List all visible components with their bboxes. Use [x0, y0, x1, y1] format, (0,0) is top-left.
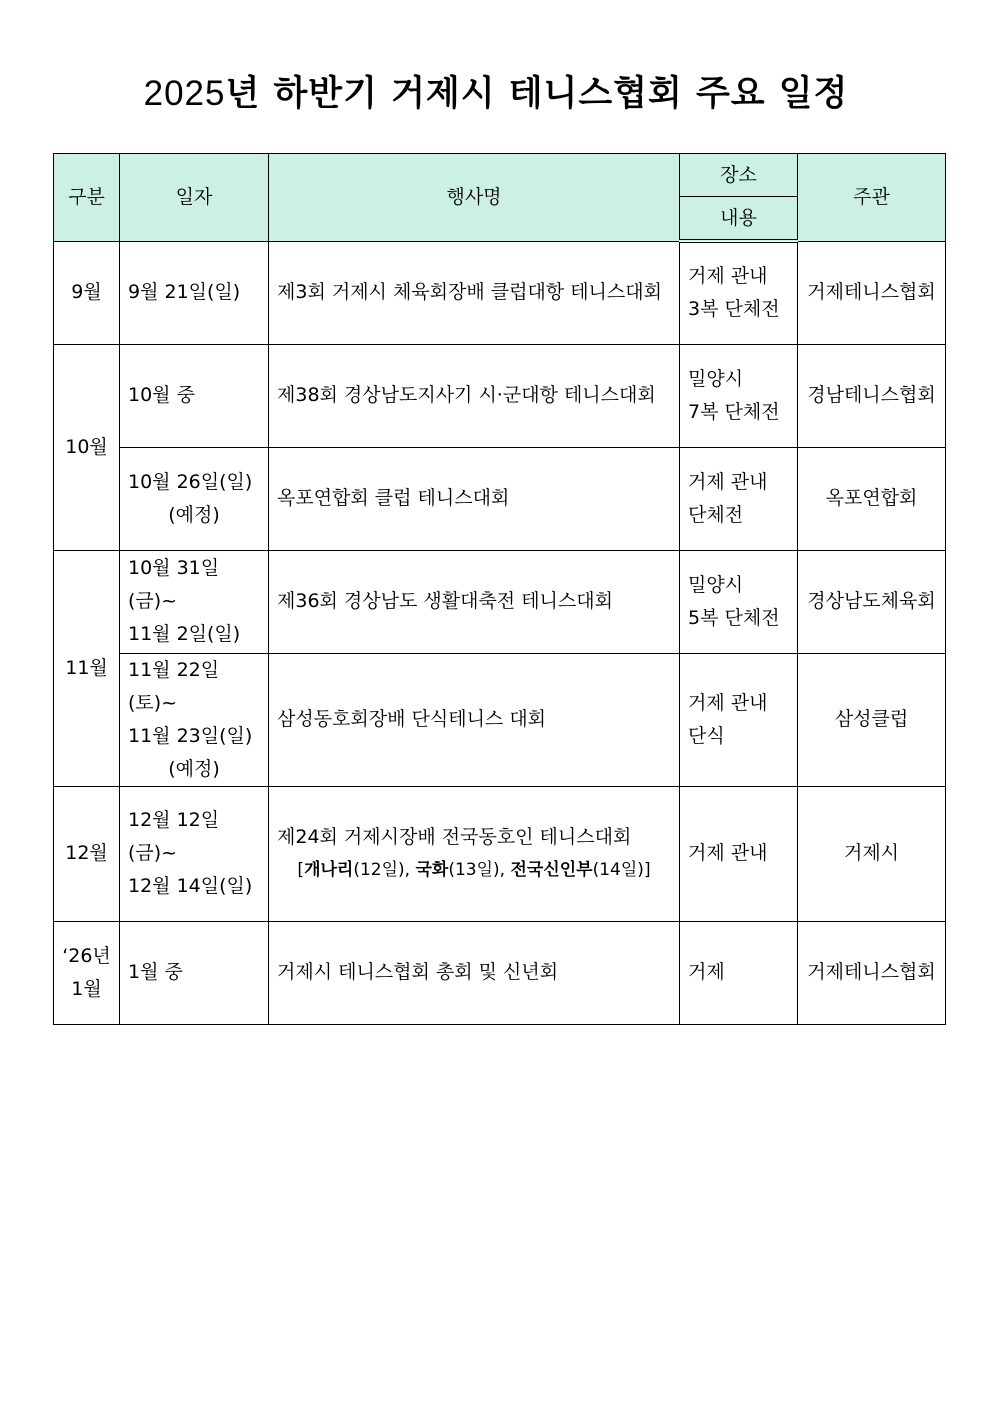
- place-line: 밀양시: [688, 573, 744, 596]
- date-line: 10월 31일(금)~: [128, 557, 220, 612]
- date-line: 9월 21일(일): [128, 281, 241, 303]
- table-row: [54, 550, 946, 653]
- place-cell: [680, 344, 798, 447]
- bracket-close: ]: [643, 859, 651, 880]
- month-cell: [54, 921, 120, 1024]
- division-day: (13일),: [448, 859, 511, 880]
- date-line: 10월 중: [128, 384, 195, 406]
- event-cell: 제3회 거제시 체육회장배 클럽대항 테니스대회: [269, 241, 680, 344]
- event-cell: 제38회 경상남도지사기 시·군대항 테니스대회: [269, 344, 680, 447]
- host-cell: 경상남도체육회: [798, 550, 946, 653]
- event-subtitle: [277, 854, 671, 887]
- division-day: (14일): [592, 859, 644, 880]
- schedule-table: [53, 153, 946, 1025]
- event-cell: 옥포연합회 클럽 테니스대회: [269, 447, 680, 550]
- place-cell: [680, 921, 798, 1024]
- date-cell: [120, 653, 269, 786]
- event-cell: 거제시 테니스협회 총회 및 신년회: [269, 921, 680, 1024]
- host-cell: 거제시: [798, 786, 946, 921]
- event-cell: 삼성동호회장배 단식테니스 대회: [269, 653, 680, 786]
- title-year: 2025: [143, 74, 226, 113]
- header-place: 장소: [680, 154, 798, 197]
- place-cell: [680, 653, 798, 786]
- header-content: 내용: [680, 197, 798, 242]
- month-cell: 10월: [54, 344, 120, 550]
- date-line: 12월 14일(일): [128, 875, 253, 897]
- place-cell: [680, 447, 798, 550]
- table-row: [54, 653, 946, 786]
- place-line: 밀양시: [688, 367, 744, 390]
- place-cell: [680, 241, 798, 344]
- place-line: 7복 단체전: [688, 400, 780, 423]
- division-label: 전국신인부: [510, 859, 593, 880]
- event-title: 제24회 거제시장배 전국동호인 테니스대회: [277, 825, 632, 848]
- event-cell: [269, 786, 680, 921]
- date-cell: [120, 921, 269, 1024]
- place-line: 5복 단체전: [688, 606, 780, 629]
- place-line: 거제: [688, 961, 725, 983]
- bracket-open: [: [297, 859, 305, 880]
- table-row: [54, 786, 946, 921]
- table-row: [54, 344, 946, 447]
- table-row: [54, 447, 946, 550]
- date-line: 11월 23일(일): [128, 724, 253, 747]
- place-cell: [680, 786, 798, 921]
- date-line: 11월 2일(일): [128, 623, 241, 645]
- event-cell: 제36회 경상남도 생활대축전 테니스대회: [269, 550, 680, 653]
- host-cell: 옥포연합회: [798, 447, 946, 550]
- header-event: 행사명: [269, 154, 680, 242]
- date-line: (예정): [168, 503, 220, 526]
- place-line: 거제 관내: [688, 842, 768, 864]
- host-cell: 거제테니스협회: [798, 241, 946, 344]
- place-line: 거제 관내: [688, 265, 768, 288]
- host-cell: 경남테니스협회: [798, 344, 946, 447]
- header-category: 구분: [54, 154, 120, 242]
- place-line: 단체전: [688, 503, 744, 526]
- place-line: 거제 관내: [688, 691, 768, 714]
- table-row: [54, 241, 946, 344]
- date-line: (예정): [168, 757, 220, 780]
- date-cell: [120, 447, 269, 550]
- date-line: 10월 26일(일): [128, 470, 253, 493]
- month-cell: 12월: [54, 786, 120, 921]
- date-cell: [120, 241, 269, 344]
- month-cell: 11월: [54, 550, 120, 786]
- title-text: 년 하반기 거제시 테니스협회 주요 일정: [225, 74, 849, 114]
- month-line: 1월: [71, 977, 102, 1000]
- place-line: 거제 관내: [688, 470, 768, 493]
- division-label: 국화: [415, 859, 449, 880]
- host-cell: 삼성클럽: [798, 653, 946, 786]
- page-title: [0, 66, 992, 116]
- date-line: 11월 22일(토)~: [128, 658, 220, 714]
- place-line: 단식: [688, 724, 725, 747]
- month-line: ‘26년: [62, 944, 111, 967]
- date-line: 1월 중: [128, 961, 183, 983]
- month-cell: 9월: [54, 241, 120, 344]
- header-date: 일자: [120, 154, 269, 242]
- date-cell: [120, 344, 269, 447]
- division-label: 개나리: [304, 859, 354, 880]
- date-cell: [120, 786, 269, 921]
- date-line: 12월 12일(금)~: [128, 809, 220, 864]
- division-day: (12일),: [353, 859, 416, 880]
- table-header: [54, 154, 946, 242]
- table-row: [54, 921, 946, 1024]
- date-cell: [120, 550, 269, 653]
- place-line: 3복 단체전: [688, 298, 780, 321]
- host-cell: 거제테니스협회: [798, 921, 946, 1024]
- place-cell: [680, 550, 798, 653]
- header-host: 주관: [798, 154, 946, 242]
